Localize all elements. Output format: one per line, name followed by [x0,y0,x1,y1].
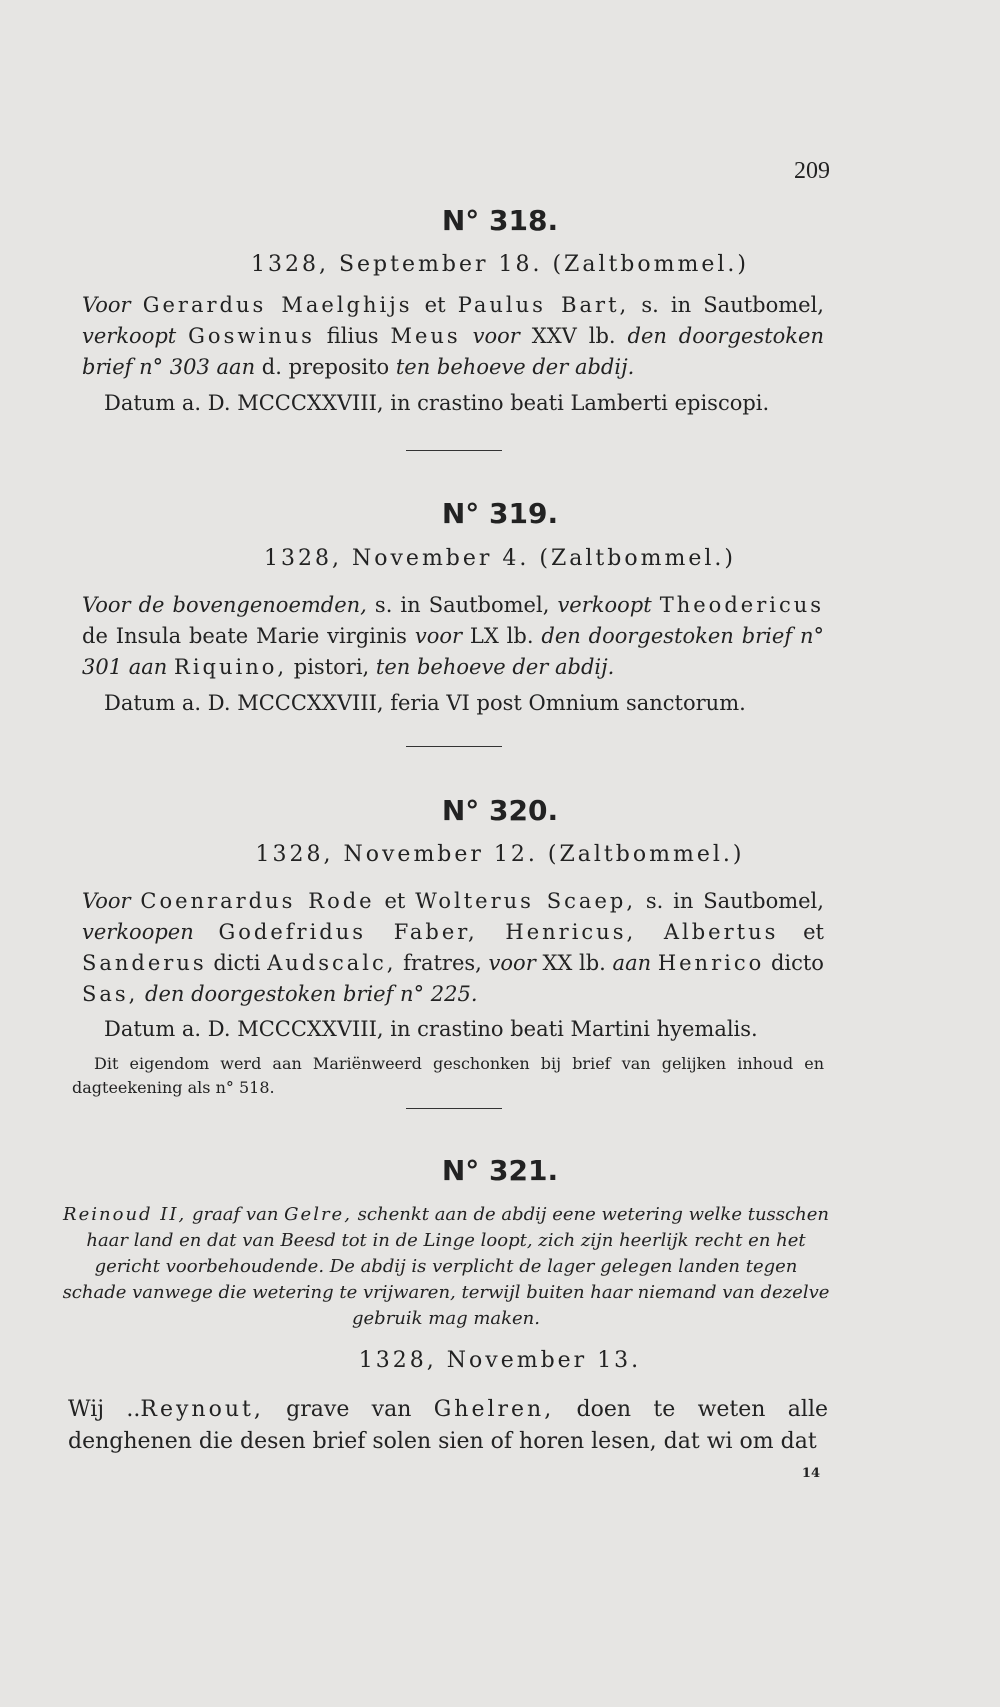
doc320-t17: dicto [770,951,824,975]
doc320-t12: fratres, [403,951,482,975]
doc320-t8: et [803,920,824,944]
doc321-b5: doen te weten alle denghenen die desen brief solen sien of horen lesen, dat wi om dat [68,1397,828,1454]
doc318-t6: verkoopt [82,324,177,348]
doc318-t5: s. in Sautbomel, [641,293,824,317]
doc318-t13: d. preposito [261,355,390,379]
doc318-t2: Gerardus Maelghijs [142,293,413,317]
doc320-note: Dit eigendom werd aan Mariënweerd geschonken bij brief van gelijken inhoud en dagteekening als n° 518. [72,1054,824,1097]
doc318-t3: et [424,293,446,317]
doc319-t5: de Insula beate Marie virginis [82,624,407,648]
doc320-t6: verkoopen [82,920,194,944]
doc321-s4: schenkt aan de abdij eene wetering welke tusschen haar land en dat van Beesd tot in de Linge loopt, zich zijn heerlijk recht en het gericht voorbehoudende. De abdij is verplicht de lager gelegen landen tegen schade vanwege die wetering te vrijwaren, terwijl buiten haar niemand van dezelve gebruik mag maken. [62,1204,830,1329]
doc321-b3: grave van [286,1397,412,1422]
doc318-t11: XXV lb. [531,324,616,348]
doc320-t5: s. in Sautbomel, [645,889,824,913]
doc318-text [82,290,824,383]
separator-rule [406,746,502,747]
doc319-t1: Voor de bovengenoemden, [82,593,367,617]
doc320-t10: dicti [213,951,261,975]
doc318-t12: den doorgestoken brief n° 303 aan [82,324,824,379]
doc319-datum: Datum a. D. MCCCXXVIII, feria VI post Omnium sanctorum. [104,691,746,715]
doc321-summary [62,1202,830,1332]
doc320-t4: Wolterus Scaep, [415,889,636,913]
doc319-heading: N° 319. [441,497,559,530]
doc319-t10: pistori, [293,655,370,679]
doc320-t18: Sas, [82,982,139,1006]
doc321-date: 1328, November 13. [358,1348,642,1373]
doc320-t15: aan [612,951,652,975]
doc321-s2: graaf van [191,1204,279,1225]
separator-rule [406,1108,502,1109]
doc319-t8: den doorgestoken brief n° 301 aan [82,624,824,679]
doc321-b2: Reynout, [140,1397,264,1422]
doc319-t11: ten behoeve der abdij. [375,655,615,679]
separator-rule [406,450,502,451]
doc320-t7: Godefridus Faber, Henricus, Albertus [218,920,779,944]
doc320-t14: XX lb. [542,951,606,975]
doc321-b1: Wij .. [68,1397,141,1422]
doc321-s1: Reinoud II, [63,1204,187,1225]
doc321-b4: Ghelren, [433,1397,555,1422]
doc318-t4: Paulus Bart, [457,293,630,317]
doc321-s3: Gelre, [284,1204,352,1225]
doc318-t10: voor [472,324,520,348]
doc320-t2: Coenrardus Rode [140,889,375,913]
page-number: 209 [794,158,830,184]
signature-mark: 14 [801,1466,820,1481]
doc320-t13: voor [488,951,536,975]
doc319-t2: s. in Sautbomel, [374,593,550,617]
doc319-text [82,590,824,683]
doc319-t7: LX lb. [469,624,534,648]
doc319-t9: Riquino, [174,655,288,679]
doc318-datum: Datum a. D. MCCCXXVIII, in crastino beati Lamberti episcopi. [104,391,770,415]
doc320-t16: Henrico [657,951,765,975]
doc321-body [68,1394,828,1458]
doc320-t9: Sanderus [82,951,207,975]
doc318-t14: ten behoeve der abdij. [395,355,635,379]
doc319-t4: Theodericus [659,593,825,617]
doc318-t1: Voor [82,293,131,317]
doc319-t6: voor [414,624,463,648]
doc318-heading: N° 318. [441,204,559,237]
doc319-t3: verkoopt [557,593,652,617]
doc321-heading: N° 321. [441,1154,559,1187]
doc318-t7: Goswinus [188,324,315,348]
doc320-datum: Datum a. D. MCCCXXVIII, in crastino beati Martini hyemalis. [104,1017,758,1041]
doc318-date: 1328, September 18. (Zaltbommel.) [250,252,749,277]
doc319-date: 1328, November 4. (Zaltbommel.) [264,546,736,571]
doc320-heading: N° 320. [441,794,559,827]
doc320-text [82,886,824,1010]
doc320-t11: Audscalc, [267,951,397,975]
doc318-t8: filius [326,324,379,348]
doc320-t1: Voor [82,889,131,913]
doc320-date: 1328, November 12. (Zaltbommel.) [255,842,745,867]
doc320-t19: den doorgestoken brief n° 225. [145,982,478,1006]
doc318-t9: Meus [390,324,461,348]
doc320-t3: et [384,889,406,913]
